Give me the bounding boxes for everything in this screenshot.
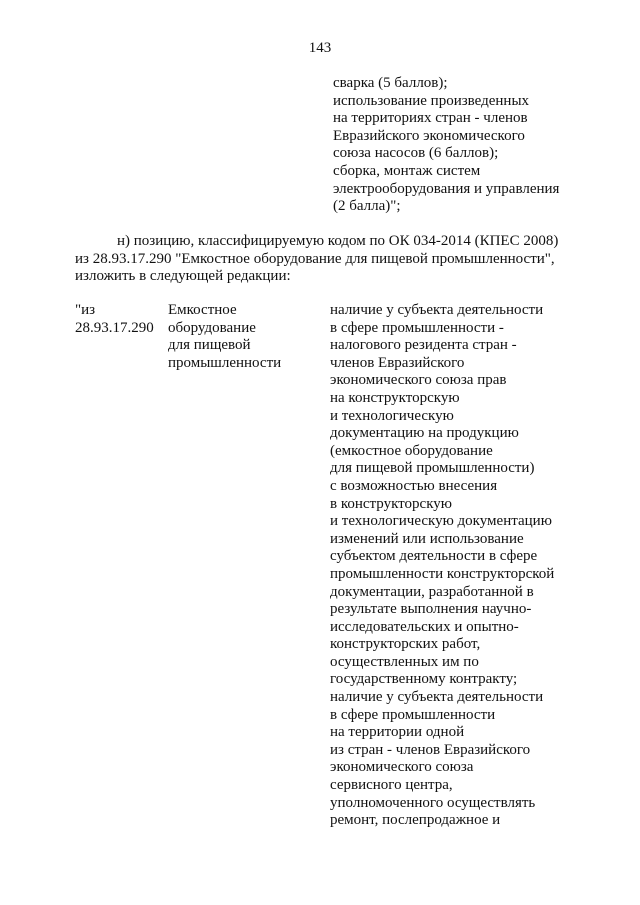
continuation-text (333, 75, 559, 216)
text-line: из стран - членов Евразийского (330, 741, 531, 758)
text-line: промышленности (168, 354, 282, 371)
text-line: сервисного центра, (330, 777, 453, 794)
text-line: наличие у субъекта деятельности (330, 302, 544, 318)
amendment-paragraph (75, 233, 558, 286)
text-line: 28.93.17.290 (75, 319, 154, 336)
text-line: и технологическую документацию (330, 513, 552, 530)
text-line: налогового резидента стран - (330, 337, 517, 354)
text-line: и технологическую (330, 407, 454, 424)
text-line: для пищевой (168, 337, 251, 354)
text-line: субъектом деятельности в сфере (330, 548, 538, 565)
text-line: в конструкторскую (330, 495, 452, 512)
page-number: 143 (308, 40, 332, 56)
text-line: сварка (5 баллов); (333, 75, 448, 91)
product-code-cell (75, 302, 154, 337)
text-line: Евразийского экономического (333, 127, 525, 144)
text-line: на территориях стран - членов (333, 110, 528, 127)
text-line: на конструкторскую (330, 389, 460, 406)
text-line: изложить в следующей редакции: (75, 268, 291, 285)
text-line: электрооборудования и управления (333, 180, 560, 197)
text-line: документацию на продукцию (330, 425, 519, 442)
text-line: (2 балла)"; (333, 198, 401, 215)
text-line: использование произведенных (333, 92, 530, 109)
text-line: результате выполнения научно- (330, 601, 532, 618)
text-line: изменений или использование (330, 530, 524, 547)
requirements-cell (330, 302, 554, 830)
text-line: государственному контракту; (330, 671, 518, 688)
text-line: наличие у субъекта деятельности (330, 689, 544, 706)
text-line: в сфере промышленности - (330, 319, 504, 336)
text-line: ремонт, послепродажное и (330, 812, 501, 829)
text-line: оборудование (168, 319, 256, 336)
text-line: уполномоченного осуществлять (330, 794, 536, 811)
text-line: экономического союза (330, 759, 474, 776)
text-line: н) позицию, классифицируемую кодом по ОК 034-2014 (КПЕС 2008) (117, 233, 559, 249)
text-line: на территории одной (330, 724, 465, 741)
product-name-cell (168, 302, 281, 372)
text-line: исследовательских и опытно- (330, 618, 519, 635)
text-line: с возможностью внесения (330, 477, 498, 494)
text-line: документации, разработанной в (330, 583, 534, 600)
text-line: в сфере промышленности (330, 706, 496, 723)
text-line: осуществленных им по (330, 653, 479, 670)
text-line: сборка, монтаж систем (333, 162, 481, 179)
text-line: союза насосов (6 баллов); (333, 145, 499, 162)
text-line: экономического союза прав (330, 372, 507, 389)
text-line: членов Евразийского (330, 354, 465, 371)
text-line: "из (75, 302, 96, 318)
text-line: для пищевой промышленности) (330, 460, 535, 477)
text-line: из 28.93.17.290 "Емкостное оборудование для пищевой промышленности", (75, 250, 555, 267)
text-line: конструкторских работ, (330, 636, 481, 653)
text-line: промышленности конструкторской (330, 565, 555, 582)
text-line: Емкостное (168, 302, 237, 318)
text-line: (емкостное оборудование (330, 442, 493, 459)
